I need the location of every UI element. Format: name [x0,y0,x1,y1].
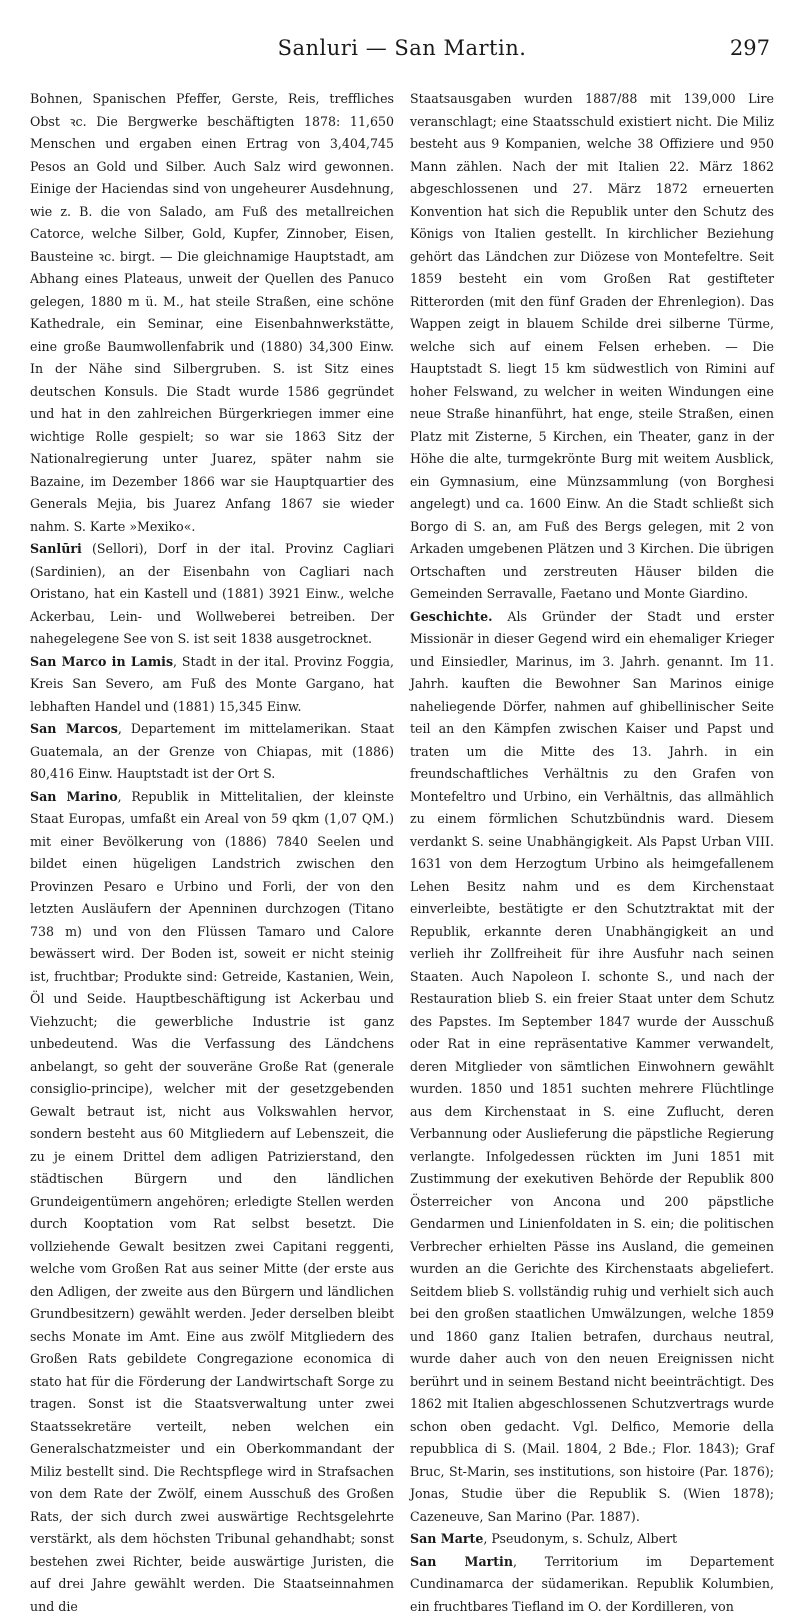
entry-text: Als Gründer der Stadt und erster Missionär in dieser Gegend wird ein ehemaliger Krieger und Einsiedler, Marinus, im 3. Jahrh. genannt. Im 11. Jahrh. kauften die Bewohner San Marinos einige naheliegende Dörfer, nahmen auf ghibellinischer Seite teil an den Kämpfen zwischen Kaiser und Papst und traten um die Mitte des 13. Jahrh. in ein freundschaftliches Verhältnis zu den Grafen von Montefeltro und Urbino, ein Verhältnis, das allmählich zu einem förmlichen Schutzbündnis ward. Diesem verdankt S. seine Unabhängigkeit. Als Papst Urban VIII. 1631 von dem Herzogtum Urbino als heimgefallenem Lehen Besitz nahm und es dem Kirchenstaat einverleibte, bestätigte er den Schutztraktat mit der Republik, erkannte deren Unabhängigkeit an und verlieh ihr Zollfreiheit für ihre Ausfuhr nach seinen Staaten. Auch Napoleon I. schonte S., und nach der Restauration blieb S. ein freier Staat unter dem Schutz des Papstes. Im September 1847 wurde der Ausschuß oder Rat in eine repräsentative Kammer verwandelt, deren Mitglieder von sämtlichen Einwohnern gewählt wurden. 1850 und 1851 suchten mehrere Flüchtlinge aus dem Kirchenstaat in S. eine Zuflucht, deren Verbannung oder Auslieferung die päpstliche Regierung verlangte. Infolgedessen rückten im Juni 1851 mit Zustimmung der exekutiven Behörde der Republik 800 Österreicher von Ancona und 200 päpstliche Gendarmen und Linienfoldaten in S. ein; die politischen Verbrecher erhielten Pässe ins Ausland, die gemeinen wurden an die Gerichte des Kirchenstaats abgeliefert. Seitdem blieb S. vollständig ruhig und verhielt sich auch bei den großen staatlichen Umwälzungen, welche 1859 und 1860 ganz Italien betrafen, durchaus neutral, wurde daher auch von den neuen Ereignissen nicht berührt und in seinem Bestand nicht beeinträchtigt. Des 1862 mit Italien abgeschlossenen Schutzvertrags wurde schon oben gedacht. Vgl. Delfico, Memorie della repubblica di S. (Mail. 1804, 2 Bde.; Flor. 1843); Graf Bruc, St-Marin, ses institutions, son histoire (Par. 1876); Jonas, Studie über die Republik S. (Wien 1878); Cazeneuve, San Marino (Par. 1887). [410,609,774,1524]
entry-san-marcos [30,718,394,786]
entry-text: , Pseudonym, s. Schulz, Albert [483,1531,677,1546]
entry-san-luis-potosi-continued [30,88,394,538]
running-head [30,30,774,66]
entry-san-marco-in-lamis [30,651,394,719]
entry-text: , Departement im mittelamerikan. Staat Guatemala, an der Grenze von Chiapas, mit (1886) 80,416 Einw. Hauptstadt ist der Ort S. [30,721,394,781]
entry-sanluri [30,538,394,651]
entry-text: , Republik in Mittelitalien, der kleinste Staat Europas, umfaßt ein Areal von 59 qkm (1,07 QM.) mit einer Bevölkerung von (1886) 7840 Seelen und bildet einen hügeligen Landstrich zwischen den Provinzen Pesaro e Urbino und Forli, der von den letzten Ausläufern der Apenninen durchzogen (Titano 738 m) und von den Flüssen Tamaro und Calore bewässert wird. Der Boden ist, soweit er nicht steinig ist, fruchtbar; Produkte sind: Getreide, Kastanien, Wein, Öl und Seide. Hauptbeschäftigung ist Ackerbau und Viehzucht; die gewerbliche Industrie ist ganz unbedeutend. Was die Verfassung des Ländchens anbelangt, so geht der souveräne Große Rat (generale consiglio-principe), welcher mit der gesetzgebenden Gewalt betraut ist, nicht aus Volkswahlen hervor, sondern besteht aus 60 Mitgliedern auf Lebenszeit, die zu je einem Drittel dem adligen Patrizierstand, den städtischen Bürgern und den ländlichen Grundeigentümern angehören; erledigte Stellen werden durch Kooptation vom Rat selbst besetzt. Die vollziehende Gewalt besitzen zwei Capitani reggenti, welche vom Großen Rat aus seiner Mitte (der erste aus den Adligen, der zweite aus den Bürgern und ländlichen Grundbesitzern) gewählt werden. Jeder derselben bleibt sechs Monate im Amt. Eine aus zwölf Mitgliedern des Großen Rats gebildete Congregazione economica di stato hat für die Förderung der Landwirtschaft Sorge zu tragen. Sonst ist die Staatsverwaltung unter zwei Staatssekretäre verteilt, neben welchen ein Generalschatzmeister und ein Oberkommandant der Miliz bestellt sind. Die Rechtspflege wird in Strafsachen von dem Rate der Zwölf, einem Ausschuß des Großen Rats, der sich durch zwei auswärtige Rechtsgelehrte verstärkt, als dem höchsten Tribunal gehandhabt; sonst bestehen zwei Richter, beide auswärtige Juristen, die auf drei Jahre gewählt werden. Die Staatseinnahmen und die [30,789,394,1614]
page-number: 297 [730,36,770,60]
entry-headword: Sanlūri [30,541,82,556]
entry-headword: San Marcos [30,721,118,736]
entry-san-marte [410,1528,774,1551]
entry-text: Bohnen, Spanischen Pfeffer, Gerste, Reis, treffliches Obst ꝛc. Die Bergwerke beschäftigten 1878: 11,650 Menschen und ergaben einen Ertrag von 3,404,745 Pesos an Gold und Silber. Auch Salz wird gewonnen. Einige der Haciendas sind von ungeheurer Ausdehnung, wie z. B. die von Salado, am Fuß des metallreichen Catorce, welche Silber, Gold, Kupfer, Zinnober, Eisen, Bausteine ꝛc. birgt. — Die gleichnamige Hauptstadt, am Abhang eines Plateaus, unweit der Quellen des Panuco gelegen, 1880 m ü. M., hat steile Straßen, eine schöne Kathedrale, ein Seminar, eine Eisenbahnwerkstätte, eine große Baumwollenfabrik und (1880) 34,300 Einw. In der Nähe sind Silbergruben. S. ist Sitz eines deutschen Konsuls. Die Stadt wurde 1586 gegründet und hat in den zahlreichen Bürgerkriegen immer eine wichtige Rolle gespielt; so war sie 1863 Sitz der Nationalregierung unter Juarez, später nahm sie Bazaine, im Dezember 1866 war sie Hauptquartier des Generals Mejia, bis Juarez Anfang 1867 sie wieder nahm. S. Karte »Mexiko«. [30,91,394,534]
entry-headword: San Marino [30,789,118,804]
section-heading: Geschichte. [410,609,493,624]
entry-headword: San Marte [410,1531,483,1546]
entry-san-martin [410,1551,774,1618]
entry-text: , Stadt in der ital. Provinz Foggia, Kreis San Severo, am Fuß des Monte Gargano, hat lebhaften Handel und (1881) 15,345 Einw. [30,654,394,714]
entry-headword: San Marco in Lamis [30,654,173,669]
section-geschichte [410,606,774,1529]
entry-san-marino-continued [410,88,774,606]
text-columns [30,88,774,1618]
entry-text: Staatsausgaben wurden 1887/88 mit 139,000 Lire veranschlagt; eine Staatsschuld existiert nicht. Die Miliz besteht aus 9 Kompanien, welche 38 Offiziere und 950 Mann zählen. Nach der mit Italien 22. März 1862 abgeschlossenen und 27. März 1872 erneuerten Konvention hat sich die Republik unter den Schutz des Königs von Italien gestellt. In kirchlicher Beziehung gehört das Ländchen zur Diözese von Montefeltre. Seit 1859 besteht ein vom Großen Rat gestifteter Ritterorden (mit den fünf Graden der Ehrenlegion). Das Wappen zeigt in blauem Schilde drei silberne Türme, welche sich auf einem Felsen erheben. — Die Hauptstadt S. liegt 15 km südwestlich von Rimini auf hoher Felswand, zu welcher in weiten Windungen eine neue Straße hinanführt, hat enge, steile Straßen, einen Platz mit Zisterne, 5 Kirchen, ein Theater, ganz in der Höhe die alte, turmgekrönte Burg mit weitem Ausblick, ein Gymnasium, eine Münzsammlung (von Borghesi angelegt) und ca. 1600 Einw. An die Stadt schließt sich Borgo di S. an, am Fuß des Bergs gelegen, mit 2 von Arkaden umgebenen Plätzen und 3 Kirchen. Die übrigen Ortschaften und zerstreuten Häuser bilden die Gemeinden Serravalle, Faetano und Monte Giardino. [410,91,774,601]
running-head-title: Sanluri — San Martin. [30,36,774,60]
left-column [30,88,394,1618]
right-column [410,88,774,1618]
entry-headword: San Martin [410,1554,513,1569]
entry-san-marino [30,786,394,1618]
entry-text: (Sellori), Dorf in der ital. Provinz Cagliari (Sardinien), an der Eisenbahn von Cagliari nach Oristano, hat ein Kastell und (1881) 3921 Einw., welche Ackerbau, Lein- und Wollweberei betreiben. Der nahegelegene See von S. ist seit 1838 ausgetrocknet. [30,541,394,646]
entry-text: , Territorium im Departement Cundinamarca der südamerikan. Republik Kolumbien, ein fruchtbares Tiefland im O. der Kordilleren, von [410,1554,774,1614]
